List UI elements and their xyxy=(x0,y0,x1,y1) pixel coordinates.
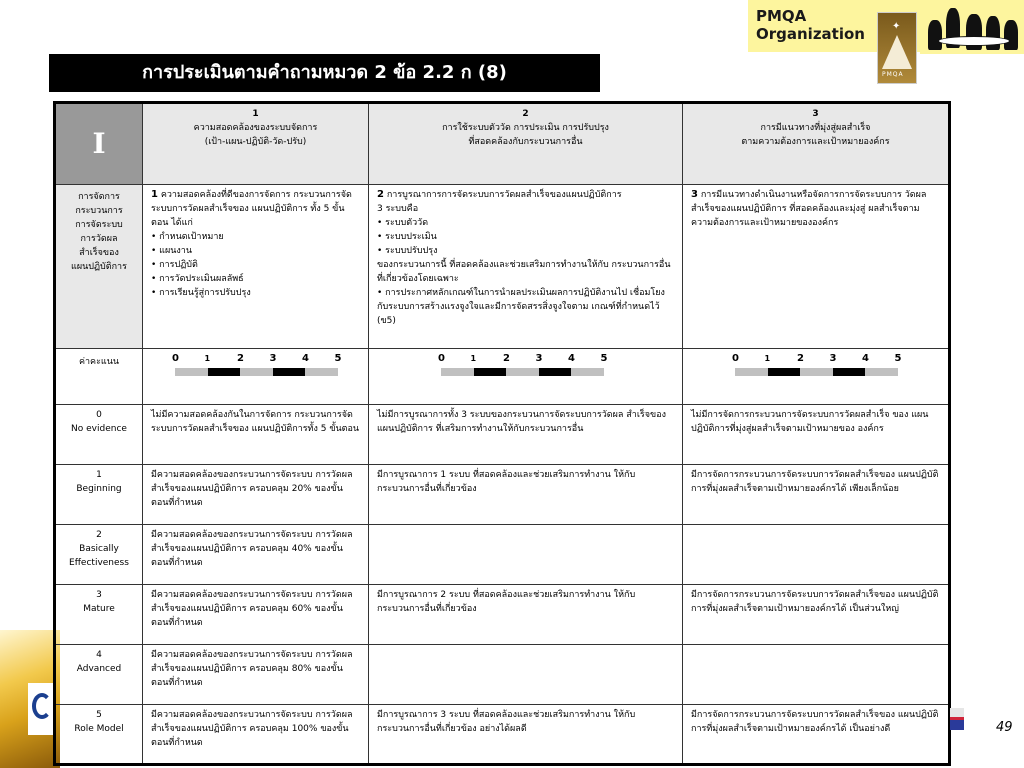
scale-segment-light xyxy=(240,368,273,376)
level-col-2: มีการบูรณาการ 1 ระบบ ที่สอดคล้องและช่วยเสริมการทำงาน ให้กับกระบวนการอื่นที่เกี่ยวข้อง xyxy=(369,465,683,525)
level-row xyxy=(55,585,950,645)
level-label xyxy=(55,705,143,765)
level-col-2: มีการบูรณาการ 3 ระบบ ที่สอดคล้องและช่วยเสริมการทำงาน ให้กับกระบวนการอื่นที่เกี่ยวข้อง อย่างได้ผลดี xyxy=(369,705,683,765)
scale-segment-light xyxy=(865,368,898,376)
level-col-3: มีการจัดการกระบวนการจัดระบบการวัดผลสำเร็จของ แผนปฏิบัติการที่มุ่งผลสำเร็จตามเป้าหมายองค์กรได้ เพียงเล็กน้อย xyxy=(683,465,950,525)
header-col-3: 3 การมีแนวทางที่มุ่งสู่ผลสำเร็จ ตามความต้องการและเป้าหมายองค์กร xyxy=(683,103,950,185)
score-tick: 3 xyxy=(269,353,277,364)
scale-segment-dark xyxy=(208,368,241,376)
header-col-1: 1 ความสอดคล้องของระบบจัดการ (เป้า-แผน-ปฏิบัติ-วัด-ปรับ) xyxy=(143,103,369,185)
level-row xyxy=(55,465,950,525)
scale-segment-dark xyxy=(474,368,507,376)
score-tick: 4 xyxy=(862,353,869,364)
level-col-1: มีความสอดคล้องของกระบวนการจัดระบบ การวัดผลสำเร็จของแผนปฏิบัติการ ครอบคลุม 60% ของขั้นตอนที่กำหนด xyxy=(143,585,369,645)
scale-segment-dark xyxy=(539,368,572,376)
score-tick: 5 xyxy=(600,353,608,364)
level-label xyxy=(55,585,143,645)
score-tick: 0 xyxy=(732,353,739,364)
score-scale xyxy=(151,352,360,392)
scale-segment-light xyxy=(506,368,539,376)
level-col-2 xyxy=(369,645,683,705)
level-col-2 xyxy=(369,525,683,585)
score-tick: 5 xyxy=(334,353,342,364)
level-name: Advanced xyxy=(76,664,122,674)
score-tick: 3 xyxy=(535,353,543,364)
brand-line-1: PMQA xyxy=(756,7,807,25)
score-tick: 5 xyxy=(894,353,902,364)
level-row xyxy=(55,405,950,465)
criteria-label: การจัดการ กระบวนการ การจัดระบบ การวัดผล สำเร็จของ แผนปฏิบัติการ xyxy=(55,185,143,349)
score-tick: 1 xyxy=(470,354,477,363)
pmqa-logo-text: PMQA xyxy=(882,71,904,78)
score-scale xyxy=(691,352,940,392)
score-tick: 1 xyxy=(764,354,771,363)
level-label xyxy=(55,645,143,705)
level-name: No evidence xyxy=(71,424,127,434)
level-name: Basically Effectiveness xyxy=(69,544,129,568)
level-number: 5 xyxy=(96,710,102,720)
score-row xyxy=(55,349,950,405)
score-scale xyxy=(377,352,674,392)
header-col-2: 2 การใช้ระบบตัววัด การประเมิน การปรับปรุง ที่สอดคล้องกับกระบวนการอื่น xyxy=(369,103,683,185)
scale-segment-dark xyxy=(833,368,866,376)
level-col-1: ไม่มีความสอดคล้องกันในการจัดการ กระบวนการจัดระบบการวัดผลสำเร็จของ แผนปฏิบัติการทั้ง 5 ขั้นตอน xyxy=(143,405,369,465)
pmqa-logo xyxy=(877,12,917,84)
page-number: 49 xyxy=(996,720,1013,735)
criteria-col-1: 1 ความสอดคล้องที่ดีของการจัดการ กระบวนการจัดระบบการวัดผลสำเร็จของ แผนปฏิบัติการ ทั้ง 5 ขั้นตอน ได้แก่ • กำหนดเป้าหมาย • แผนงาน • การปฏิบัติ • การวัดประเมินผลลัพธ์ • การเรียนรู้สู่การปรับปรุง xyxy=(143,185,369,349)
score-tick: 0 xyxy=(172,353,179,364)
level-label xyxy=(55,405,143,465)
scale-segment-light xyxy=(800,368,833,376)
score-tick: 2 xyxy=(503,353,510,364)
star-icon: ✦ xyxy=(892,21,901,32)
scale-segment-light xyxy=(735,368,768,376)
level-name: Mature xyxy=(83,604,115,614)
criteria-row xyxy=(55,185,950,349)
score-scale-col-1 xyxy=(143,349,369,405)
level-col-3: มีการจัดการกระบวนการจัดระบบการวัดผลสำเร็จของ แผนปฏิบัติการที่มุ่งผลสำเร็จตามเป้าหมายองค์กรได้ เป็นส่วนใหญ่ xyxy=(683,585,950,645)
score-tick: 4 xyxy=(568,353,575,364)
score-tick: 4 xyxy=(302,353,309,364)
scale-segment-light xyxy=(175,368,208,376)
score-label: ค่าคะแนน xyxy=(55,349,143,405)
scale-segment-light xyxy=(571,368,604,376)
score-tick: 2 xyxy=(237,353,244,364)
level-number: 0 xyxy=(96,410,102,420)
score-tick: 3 xyxy=(829,353,837,364)
level-name: Role Model xyxy=(74,724,124,734)
meeting-illustration xyxy=(920,2,1024,54)
level-label xyxy=(55,525,143,585)
level-col-1: มีความสอดคล้องของกระบวนการจัดระบบ การวัดผลสำเร็จของแผนปฏิบัติการ ครอบคลุม 100% ของขั้นตอนที่กำหนด xyxy=(143,705,369,765)
scale-segment-dark xyxy=(768,368,801,376)
scale-segment-dark xyxy=(273,368,306,376)
level-name: Beginning xyxy=(76,484,122,494)
page-title: การประเมินตามคำถามหมวด 2 ข้อ 2.2 ก (8) xyxy=(49,54,600,92)
score-scale-col-3 xyxy=(683,349,950,405)
level-number: 1 xyxy=(96,470,102,480)
brand-line-2: Organization xyxy=(756,25,865,43)
level-label xyxy=(55,465,143,525)
level-row xyxy=(55,525,950,585)
level-col-3 xyxy=(683,525,950,585)
level-number: 4 xyxy=(96,650,102,660)
level-number: 2 xyxy=(96,530,102,540)
score-tick: 2 xyxy=(797,353,804,364)
level-col-3 xyxy=(683,645,950,705)
level-col-1: มีความสอดคล้องของกระบวนการจัดระบบ การวัดผลสำเร็จของแผนปฏิบัติการ ครอบคลุม 40% ของขั้นตอนที่กำหนด xyxy=(143,525,369,585)
score-scale-col-2 xyxy=(369,349,683,405)
level-row xyxy=(55,645,950,705)
criteria-col-2: 2 การบูรณาการการจัดระบบการวัดผลสำเร็จของแผนปฏิบัติการ 3 ระบบคือ • ระบบตัววัด • ระบบประเมิน • ระบบปรับปรุง ของกระบวนการนี้ ที่สอดคล้องและช่วยเสริมการทำงานให้กับ กระบวนการอื่นที่เกี่ยวข้องโดยเฉพาะ • การประกาศหลักเกณฑ์ในการนำผลประเมินผลการปฏิบัติงานไป เชื่อมโยงกับระบบการสร้างแรงจูงใจและมีการจัดสรรสิ่งจูงใจตาม เกณฑ์ที่กำหนดไว้ (ข5) xyxy=(369,185,683,349)
institution-logo xyxy=(28,683,54,735)
level-col-3: ไม่มีการจัดการกระบวนการจัดระบบการวัดผลสำเร็จ ของ แผนปฏิบัติการที่มุ่งสู่ผลสำเร็จตามเป้าหมายของ องค์กร xyxy=(683,405,950,465)
level-col-2: มีการบูรณาการ 2 ระบบ ที่สอดคล้องและช่วยเสริมการทำงาน ให้กับกระบวนการอื่นที่เกี่ยวข้อง xyxy=(369,585,683,645)
section-marker: I xyxy=(55,103,143,185)
score-tick: 1 xyxy=(204,354,211,363)
level-col-1: มีความสอดคล้องของกระบวนการจัดระบบ การวัดผลสำเร็จของแผนปฏิบัติการ ครอบคลุม 20% ของขั้นตอนที่กำหนด xyxy=(143,465,369,525)
level-col-1: มีความสอดคล้องของกระบวนการจัดระบบ การวัดผลสำเร็จของแผนปฏิบัติการ ครอบคลุม 80% ของขั้นตอนที่กำหนด xyxy=(143,645,369,705)
scale-segment-light xyxy=(441,368,474,376)
level-row xyxy=(55,705,950,765)
header-row xyxy=(55,103,950,185)
score-tick: 0 xyxy=(438,353,445,364)
level-col-2: ไม่มีการบูรณาการทั้ง 3 ระบบของกระบวนการจัดระบบการวัดผล สำเร็จของแผนปฏิบัติการ ที่เสริมการทำงานให้กับกระบวนการอื่น xyxy=(369,405,683,465)
scale-segment-light xyxy=(305,368,338,376)
criteria-col-3: 3 การมีแนวทางดำเนินงานหรือจัดการการจัดระบบการ วัดผลสำเร็จของแผนปฏิบัติการ ที่สอดคล้องและมุ่งสู่ ผลสำเร็จตามความต้องการและเป้าหมายขององค์กร xyxy=(683,185,950,349)
assessment-table xyxy=(53,101,951,766)
brand-title xyxy=(756,7,865,43)
level-number: 3 xyxy=(96,590,102,600)
footer-flag-icon xyxy=(950,708,964,730)
level-col-3: มีการจัดการกระบวนการจัดระบบการวัดผลสำเร็จของ แผนปฏิบัติการที่มุ่งผลสำเร็จตามเป้าหมายองค์กรได้ เป็นอย่างดี xyxy=(683,705,950,765)
